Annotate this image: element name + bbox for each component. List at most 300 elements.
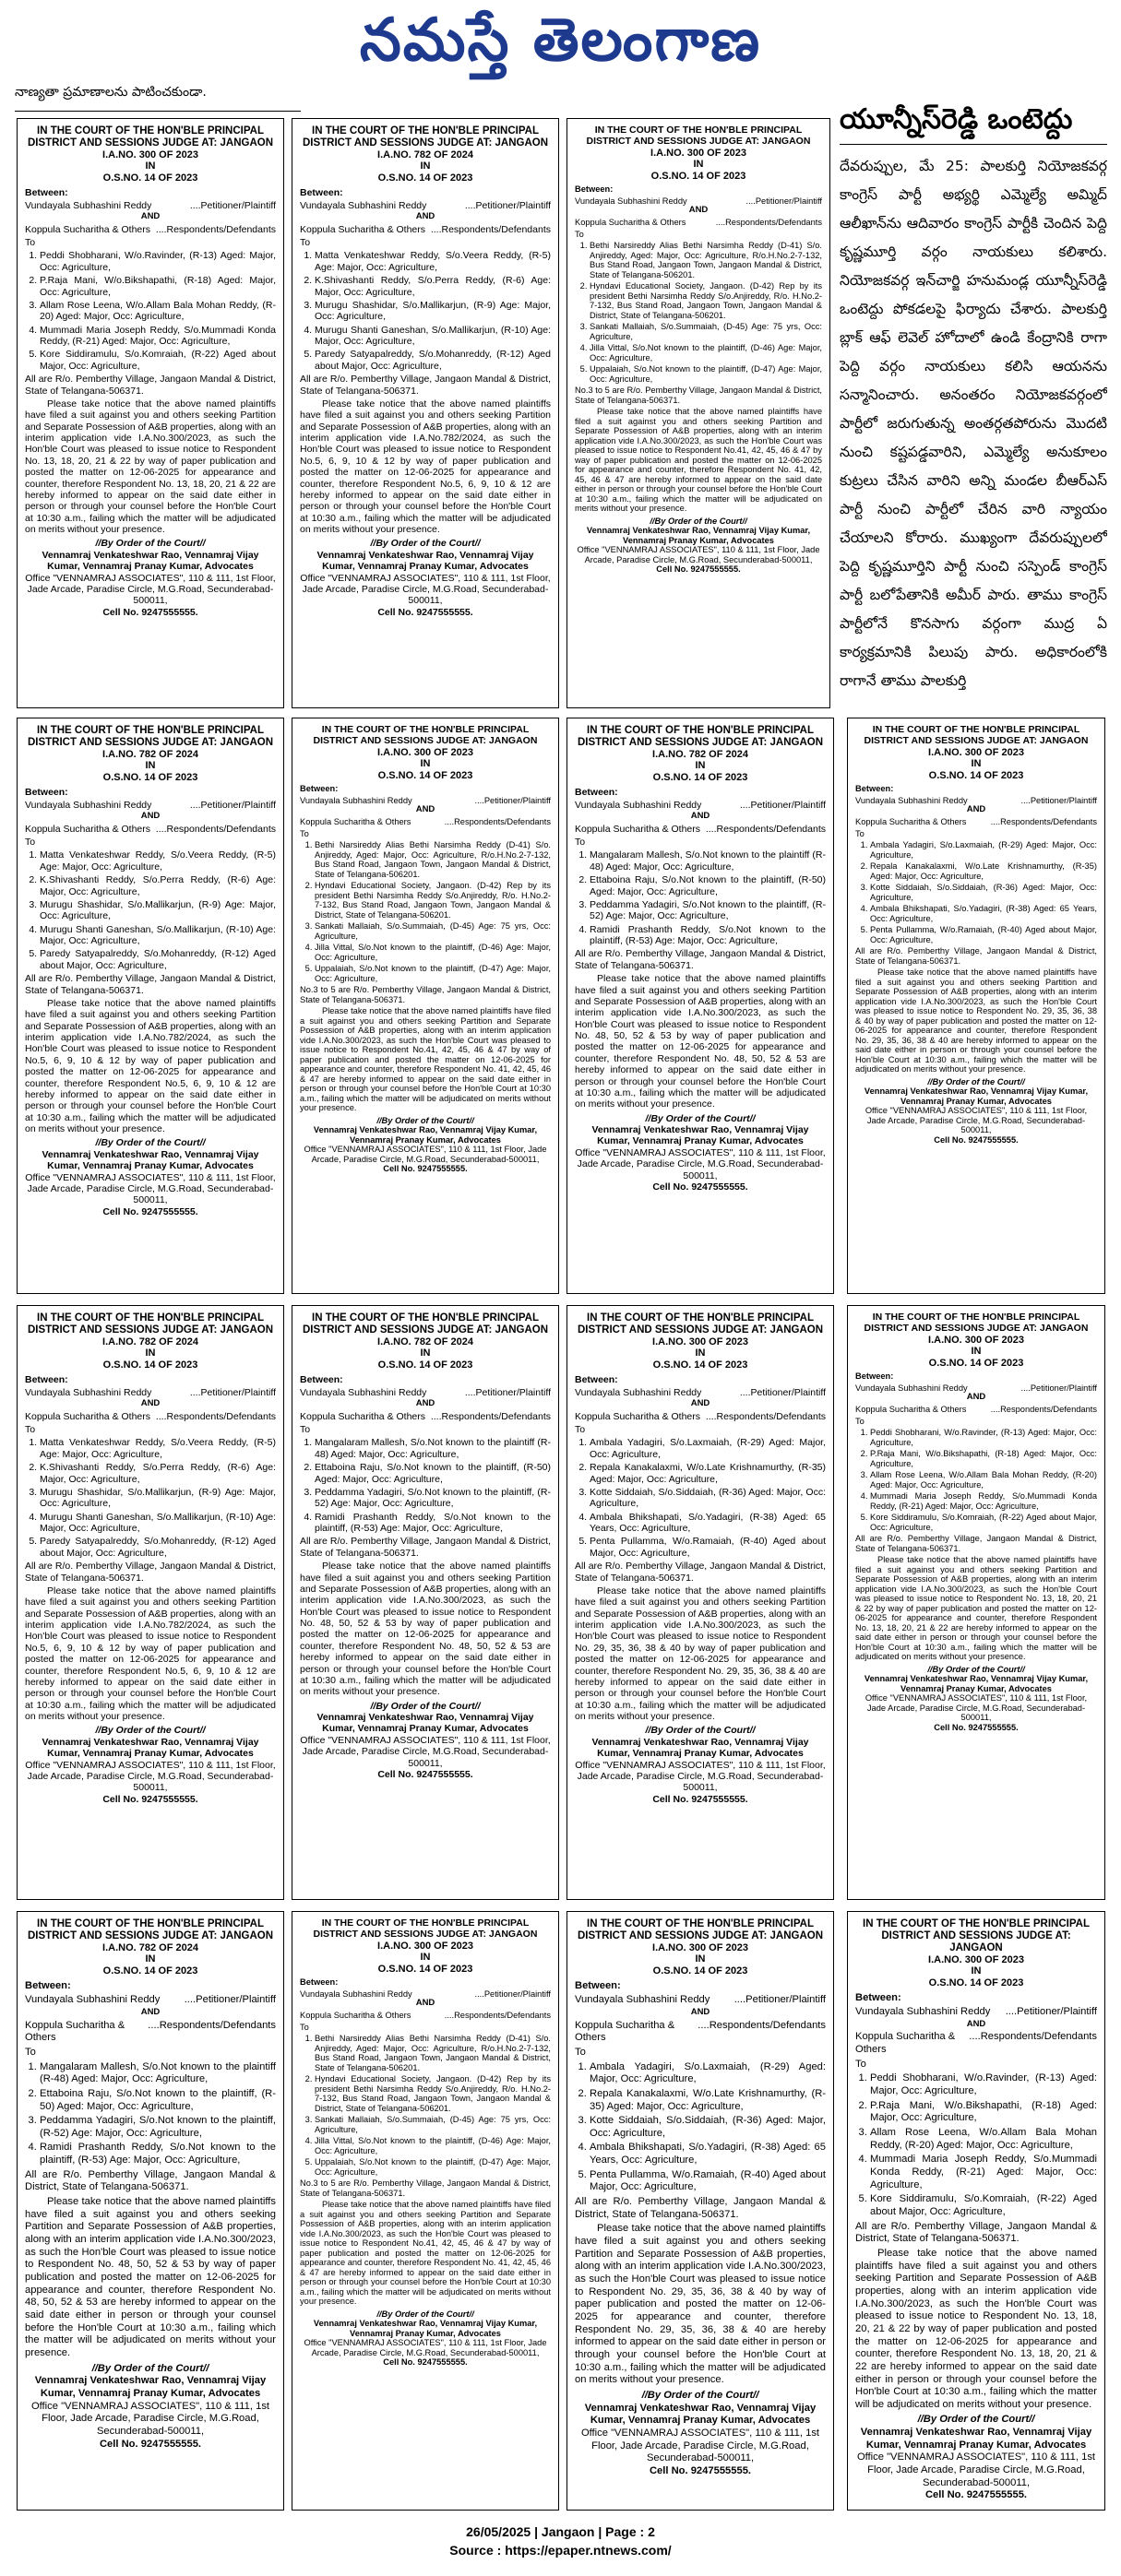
respondent-item: 5. Uppalaiah, S/o.Not known to the plaintiff, (D-47) Age: Major, Occ: Agriculture, — [315, 964, 551, 983]
notice-body: Please take notice that the above named plaintiffs have filed a suit against you and others seeking Partition and Separate Possession of A&B properties, along with an interim application vide I.A.No.300/2023, as such the Hon'ble Court was pleased to issue notice to Respondent No.41, 42, 45, 46 & 47 by way of paper publication and posted the matter on 12-06-2025 for appearance and counter, therefore Respondent No. 41, 42, 45, 46 & 47 are hereby informed to appear on the said date either in person or through your counsel before the Hon'ble Court at 10:30 a.m., failing which the matter will be adjudicated on merits without your presence. — [575, 407, 822, 514]
plaintiff-role: ....Petitioner/Plaintiff — [464, 1387, 551, 1399]
defendants-line — [300, 1411, 551, 1422]
respondent-item: 3. Sankati Mallaiah, S/o.Summaiah, (D-45) Age: 75 yrs, Occ: Agriculture, — [590, 322, 822, 341]
os-number: O.S.NO. 14 OF 2023 — [102, 172, 198, 184]
respondent-item: 2. P.Raja Mani, W/o.Bikshapathi, (R-18) Aged: Major, Occ: Agriculture, — [40, 275, 276, 298]
office-address: Office "VENNAMRAJ ASSOCIATES", 110 & 111, 1st Floor, Jade Arcade, Paradise Circle, M.G.Road, Secunderabad-500011, — [304, 2338, 547, 2357]
footer-date-line: 26/05/2025 | Jangaon | Page : 2 — [466, 2524, 655, 2539]
respondent-item: 2. Hyndavi Educational Society, Jangaon. (D-42) Rep by its president Bethi Narsimha Reddy S/o.Anjireddy, R/o. H.No.2-7-132, Bus Stand Road, Jangaon Town, Jangaon Mandal & District, State of Telangana-506201. — [590, 281, 822, 320]
masthead — [0, 0, 1121, 92]
plaintiff-name: Vundayala Subhashini Reddy — [855, 1383, 968, 1393]
between-label: Between: — [25, 786, 68, 798]
between-label: Between: — [855, 1371, 894, 1382]
respondent-item: 5. Paredy Satyapalreddy, S/o.Mohanreddy, (R-12) Aged about Major, Occ: Agriculture, — [40, 948, 276, 971]
respondent-item: 3. Murugu Shashidar, S/o.Mallikarjun, (R-9) Age: Major, Occ: Agriculture, — [315, 300, 551, 323]
in-label: IN — [693, 159, 704, 171]
respondent-list — [300, 2034, 551, 2177]
in-label: IN — [971, 1346, 982, 1358]
respondent-item: 1. Peddi Shobharani, W/o.Ravinder, (R-13) Aged: Major, Occ: Agriculture, — [870, 1428, 1097, 1447]
in-label: IN — [420, 160, 431, 172]
advocates-line: Vennamraj Venkateshwar Rao, Vennamraj Vijay Kumar, Vennamraj Pranay Kumar, Advocates — [313, 2319, 538, 2338]
court-order-line: //By Order of the Court// — [641, 2389, 759, 2401]
in-label: IN — [145, 160, 156, 172]
defendants-name: Koppula Sucharitha & Others — [575, 823, 700, 835]
court-heading: IN THE COURT OF THE HON'BLE PRINCIPAL DISTRICT AND SESSIONS JUDGE AT: JANGAON — [27, 125, 274, 148]
in-label: IN — [695, 760, 706, 772]
court-order-line: //By Order of the Court// — [917, 2414, 1035, 2426]
to-label: To — [25, 1424, 36, 1435]
defendants-name: Koppula Sucharitha & Others — [25, 1410, 150, 1422]
cell-number: Cell No. 9247555555. — [102, 1205, 198, 1217]
defendants-name: Koppula Sucharitha & Others — [575, 218, 686, 228]
respondent-list — [575, 849, 826, 946]
respondent-item: 3. Peddamma Yadagiri, S/o.Not known to the plaintiff, (R-52) Age: Major, Occ: Agriculture, — [315, 1487, 551, 1510]
os-number: O.S.NO. 14 OF 2023 — [650, 170, 746, 182]
to-label: To — [300, 2022, 309, 2032]
between-label: Between: — [575, 184, 614, 195]
respondent-item: 5. Kore Siddiramulu, S/o.Komraiah, (R-22) Aged about Major, Occ: Agriculture, — [870, 1513, 1097, 1532]
respondent-item: 2. Ettaboina Raju, S/o.Not known to the plaintiff, (R-50) Aged: Major, Occ: Agriculture, — [590, 874, 826, 897]
to-label: To — [25, 2046, 36, 2058]
court-order-line: //By Order of the Court// — [376, 1115, 474, 1125]
plaintiff-role: ....Petitioner/Plaintiff — [474, 1988, 551, 1999]
defendants-role: ....Respondents/Defendants — [698, 2019, 826, 2031]
defendants-role: ....Respondents/Defendants — [705, 823, 826, 835]
respondent-item: 4. Ramidi Prashanth Reddy, S/o.Not known to the plaintiff, (R-53) Age: Major, Occ: Agriculture, — [40, 2142, 276, 2166]
plaintiff-role: ....Petitioner/Plaintiff — [1005, 2006, 1097, 2018]
advocates-line: Vennamraj Venkateshwar Rao, Vennamraj Vijay Kumar, Vennamraj Pranay Kumar, Advocates — [864, 1086, 1089, 1106]
court-order-line: //By Order of the Court// — [91, 2362, 209, 2374]
respondent-item: 2. K.Shivashanti Reddy, S/o.Perra Reddy, (R-6) Age: Major, Occ: Agriculture, — [40, 874, 276, 897]
in-label: IN — [145, 1953, 156, 1965]
and-label: AND — [690, 1398, 710, 1409]
office-address: Office "VENNAMRAJ ASSOCIATES", 110 & 111, 1st Floor, Jade Arcade, Paradise Circle, M.G.Road, Secunderabad-500011, — [300, 1734, 551, 1769]
defendants-name: Koppula Sucharitha & Others — [855, 817, 967, 827]
legal-notice — [566, 1911, 834, 2511]
address-line: All are R/o. Pemberthy Village, Jangaon Mandal & District, State of Telangana-506371. — [300, 1536, 551, 1559]
address-line: All are R/o. Pemberthy Village, Jangaon Mandal & District, State of Telangana-506371. — [855, 946, 1097, 966]
legal-notice — [17, 1305, 284, 1900]
respondent-item: 5. Uppalaiah, S/o.Not known to the plaintiff, (D-47) Age: Major, Occ: Agriculture, — [315, 2157, 551, 2177]
court-heading: IN THE COURT OF THE HON'BLE PRINCIPAL DISTRICT AND SESSIONS JUDGE AT: JANGAON — [27, 1312, 274, 1335]
notice-body: Please take notice that the above named plaintiffs have filed a suit against you and others seeking Partition and Separate Possession of A&B properties, along with an interim application vide I.A.No.300/2023, as such the Hon'ble Court was pleased to issue notice to Respondent No.41, 42, 45, 46 & 47 by way of paper publication and posted the matter on 12-06-2025 for appearance and counter, therefore Respondent No. 41, 42, 45, 46 & 47 are hereby informed to appear on the said date either in person or through your counsel before the Hon'ble Court at 10:30 a.m., failing which the matter will be adjudicated on merits without your presence. — [300, 1006, 551, 1113]
to-label: To — [855, 2058, 866, 2070]
plaintiff-name: Vundayala Subhashini Reddy — [575, 196, 687, 206]
court-heading: IN THE COURT OF THE HON'BLE PRINCIPAL DISTRICT AND SESSIONS JUDGE AT: JANGAON — [864, 1312, 1089, 1334]
ia-number: I.A.NO. 300 OF 2023 — [652, 1335, 748, 1347]
plaintiff-role: ....Petitioner/Plaintiff — [733, 1994, 826, 2006]
plaintiff-name: Vundayala Subhashini Reddy — [575, 1387, 702, 1399]
address-line: All are R/o. Pemberthy Village, Jangaon Mandal & District, State of Telangana-506371. — [855, 2220, 1097, 2245]
os-number: O.S.NO. 14 OF 2023 — [102, 1359, 198, 1371]
to-label: To — [25, 237, 36, 248]
cell-number: Cell No. 9247555555. — [383, 1164, 468, 1174]
os-number: O.S.NO. 14 OF 2023 — [377, 1963, 473, 1975]
defendants-role: ....Respondents/Defendants — [444, 2011, 551, 2021]
ia-number: I.A.NO. 300 OF 2023 — [377, 1940, 473, 1952]
defendants-name: Koppula Sucharitha & Others — [855, 2031, 956, 2056]
address-line: No.3 to 5 are R/o. Pemberthy Village, Jangaon Mandal & District, State of Telangana-506371. — [300, 985, 551, 1004]
plaintiff-role: ....Petitioner/Plaintiff — [745, 196, 822, 206]
ia-number: I.A.NO. 300 OF 2023 — [928, 746, 1024, 758]
respondent-item: 2. Repala Kanakalaxmi, W/o.Late Krishnamurthy, (R-35) Aged: Major, Occ: Agriculture, — [590, 2088, 826, 2113]
and-label: AND — [966, 2018, 986, 2029]
respondent-item: 2. Hyndavi Educational Society, Jangaon. (D-42) Rep by its president Bethi Narsimha Reddy S/o.Anjireddy, R/o. H.No.2-7-132, Bus Stand Road, Jangaon Town, Jangaon Mandal & District, State of Telangana-506201. — [315, 881, 551, 920]
plaintiff-name: Vundayala Subhashini Reddy — [25, 800, 152, 812]
cell-number: Cell No. 9247555555. — [102, 606, 198, 618]
defendants-name: Koppula Sucharitha & Others — [25, 2019, 125, 2044]
defendants-role: ....Respondents/Defendants — [430, 1410, 551, 1422]
to-label: To — [575, 1424, 586, 1435]
respondent-item: 3. Peddamma Yadagiri, S/o.Not known to the plaintiff, (R-52) Age: Major, Occ: Agriculture, — [590, 899, 826, 922]
court-heading: IN THE COURT OF THE HON'BLE PRINCIPAL DISTRICT AND SESSIONS JUDGE AT: JANGAON — [577, 1918, 824, 1941]
and-label: AND — [688, 205, 709, 216]
in-label: IN — [695, 1953, 706, 1965]
and-label: AND — [966, 1392, 986, 1403]
to-label: To — [855, 1416, 865, 1426]
defendants-role: ....Respondents/Defendants — [990, 1405, 1097, 1415]
court-heading: IN THE COURT OF THE HON'BLE PRINCIPAL DISTRICT AND SESSIONS JUDGE AT: JANGAON — [302, 1312, 549, 1335]
court-heading: IN THE COURT OF THE HON'BLE PRINCIPAL DISTRICT AND SESSIONS JUDGE AT: JANGAON — [577, 725, 824, 748]
cell-number: Cell No. 9247555555. — [377, 606, 473, 618]
plaintiff-role: ....Petitioner/Plaintiff — [1020, 1383, 1097, 1393]
cell-number: Cell No. 9247555555. — [102, 1793, 198, 1805]
os-number: O.S.NO. 14 OF 2023 — [928, 769, 1024, 781]
os-number: O.S.NO. 14 OF 2023 — [377, 769, 473, 781]
plaintiff-name: Vundayala Subhashini Reddy — [855, 795, 968, 805]
respondent-item: 2. Ettaboina Raju, S/o.Not known to the plaintiff, (R-50) Aged: Major, Occ: Agriculture, — [315, 1462, 551, 1485]
cell-number: Cell No. 9247555555. — [649, 2464, 752, 2476]
plaintiff-line — [855, 2006, 1097, 2019]
cell-number: Cell No. 9247555555. — [924, 2489, 1028, 2501]
cell-number: Cell No. 9247555555. — [934, 1134, 1019, 1145]
respondent-item: 2. K.Shivashanti Reddy, S/o.Perra Reddy, (R-6) Age: Major, Occ: Agriculture, — [315, 275, 551, 298]
court-order-line: //By Order of the Court// — [376, 2309, 474, 2319]
cell-number: Cell No. 9247555555. — [934, 1722, 1019, 1732]
court-heading: IN THE COURT OF THE HON'BLE PRINCIPAL DISTRICT AND SESSIONS JUDGE AT: JANGAON — [577, 1312, 824, 1335]
respondent-item: 3. Sankati Mallaiah, S/o.Summaiah, (D-45) Age: 75 yrs, Occ: Agriculture, — [315, 921, 551, 941]
defendants-name: Koppula Sucharitha & Others — [300, 223, 425, 235]
notice-body: Please take notice that the above named plaintiffs have filed a suit against you and others seeking Partition and Separate Possession of A&B properties, along with an interim application vide I.A.No.300/2023, as such the Hon'ble Court was pleased to issue notice to Respondent No. 13, 18, 20, 21 & 22 by way of paper publication and posted the matter on 12-06-2025 for appearance and counter, therefore Respondent No. 13, 18, 20, 21 & 22 are hereby informed to appear on the said date either in person or through your counsel before the Hon'ble Court at 10:30 a.m., failing which the matter will be adjudicated on merits without your presence. — [855, 2247, 1097, 2410]
legal-notice — [17, 718, 284, 1294]
between-label: Between: — [300, 1977, 339, 1988]
and-label: AND — [140, 1398, 161, 1409]
advocates-line: Vennamraj Venkateshwar Rao, Vennamraj Vijay Kumar, Vennamraj Pranay Kumar, Advocates — [591, 1736, 809, 1760]
legal-notice — [292, 1911, 559, 2511]
plaintiff-role: ....Petitioner/Plaintiff — [739, 1387, 826, 1399]
defendants-line — [575, 218, 822, 228]
defendants-line — [25, 824, 276, 835]
court-order-line: //By Order of the Court// — [927, 1664, 1025, 1674]
ia-number: I.A.NO. 782 OF 2024 — [102, 1335, 198, 1347]
respondent-list — [855, 840, 1097, 944]
to-label: To — [300, 1424, 311, 1435]
office-address: Office "VENNAMRAJ ASSOCIATES", 110 & 111, 1st Floor, Jade Arcade, Paradise Circle, M.G.Road, Secunderabad-500011, — [25, 1759, 276, 1794]
respondent-item: 4. Mummadi Maria Joseph Reddy, S/o.Mummadi Konda Reddy, (R-21) Aged: Major, Occ: Agriculture, — [870, 2154, 1097, 2191]
ia-number: I.A.NO. 782 OF 2024 — [102, 1941, 198, 1953]
respondent-list — [855, 1428, 1097, 1532]
office-address: Office "VENNAMRAJ ASSOCIATES", 110 & 111, 1st Floor, Jade Arcade, Paradise Circle, M.G.Road, Secunderabad-500011, — [304, 1145, 547, 1164]
ia-number: I.A.NO. 782 OF 2024 — [377, 148, 473, 160]
os-number: O.S.NO. 14 OF 2023 — [928, 1357, 1024, 1369]
legal-notice — [566, 1305, 834, 1900]
defendants-line — [575, 824, 826, 835]
between-label: Between: — [25, 1979, 71, 1991]
respondent-item: 3. Kotte Siddaiah, S/o.Siddaiah, (R-36) Aged: Major, Occ: Agriculture, — [590, 2115, 826, 2140]
plaintiff-line — [25, 800, 276, 811]
respondent-item: 4. Jilla Vittal, S/o.Not known to the plaintiff, (D-46) Age: Major, Occ: Agriculture, — [315, 2136, 551, 2155]
notice-body: Please take notice that the above named plaintiffs have filed a suit against you and others seeking Partition and Separate Possession of A&B properties, along with an interim application vide I.A.No.300/2023, as such the Hon'ble Court was pleased to issue notice to Respondent No. 29, 35, 36, 38 & 40 by way of paper publication and posted the matter on 12-06-2025 for appearance and counter, therefore Respondent No. 29, 35, 36, 38 & 40 are hereby informed to appear on the said date either in person or through your counsel before the Hon'ble Court at 10:30 a.m., failing which the matter will be adjudicated on merits without your presence. — [575, 2223, 826, 2386]
plaintiff-line — [25, 1994, 276, 2007]
office-address: Office "VENNAMRAJ ASSOCIATES", 110 & 111, 1st Floor, Jade Arcade, Paradise Circle, M.G.Road, Secunderabad-500011, — [25, 572, 276, 607]
respondent-item: 3. Kotte Siddaiah, S/o.Siddaiah, (R-36) Aged: Major, Occ: Agriculture, — [590, 1487, 826, 1510]
court-heading: IN THE COURT OF THE HON'BLE PRINCIPAL DISTRICT AND SESSIONS JUDGE AT: JANGAON — [313, 1917, 538, 1940]
between-label: Between: — [855, 784, 894, 794]
notice-body: Please take notice that the above named plaintiffs have filed a suit against you and others seeking Partition and Separate Possession of A&B properties, along with an interim application vide I.A.No.782/2024, as such the Hon'ble Court was pleased to issue notice to Respondent No.5, 6, 9, 10 & 12 by way of paper publication and posted the matter on 12-06-2025 for appearance and counter, therefore Respondent No.5, 6, 9, 10 & 12 are hereby informed to appear on the said date either in person or through your counsel before the Hon'ble Court at 10:30 a.m., failing which the matter will be adjudicated on merits without your presence. — [300, 398, 552, 535]
defendants-line — [25, 2020, 276, 2045]
advocates-line: Vennamraj Venkateshwar Rao, Vennamraj Vijay Kumar, Vennamraj Pranay Kumar, Advocates — [584, 2402, 817, 2427]
address-line: All are R/o. Pemberthy Village, Jangaon Mandal & District, State of Telangana-506371. — [25, 374, 276, 397]
legal-notice — [17, 1911, 284, 2511]
respondent-item: 3. Murugu Shashidar, S/o.Mallikarjun, (R-9) Age: Major, Occ: Agriculture, — [40, 899, 276, 922]
ia-number: I.A.NO. 300 OF 2023 — [652, 1941, 748, 1953]
notice-body: Please take notice that the above named plaintiffs have filed a suit against you and others seeking Partition and Separate Possession of A&B properties, along with an interim application vide I.A.No.300/2023, as such the Hon'ble Court was pleased to issue notice to Respondent No. 29, 35, 36, 38 & 40 by way of paper publication and posted the matter on 12-06-2025 for appearance and counter, therefore Respondent No. 29, 35, 36, 38 & 40 are hereby informed to appear on the said date either in person or through your counsel before the Hon'ble Court at 10:30 a.m., failing which the matter will be adjudicated on merits without your presence. — [575, 1585, 827, 1722]
ia-number: I.A.NO. 300 OF 2023 — [928, 1334, 1024, 1346]
respondent-list — [575, 241, 822, 384]
respondent-item: 5. Penta Pullamma, W/o.Ramaiah, (R-40) Aged about Major, Occ: Agriculture, — [590, 1536, 826, 1559]
advocates-line: Vennamraj Venkateshwar Rao, Vennamraj Vijay Kumar, Vennamraj Pranay Kumar, Advocates — [313, 1125, 538, 1145]
defendants-line — [855, 817, 1097, 827]
and-label: AND — [966, 804, 986, 815]
court-order-line: //By Order of the Court// — [95, 1137, 206, 1149]
defendants-role: ....Respondents/Defendants — [430, 223, 551, 235]
in-label: IN — [695, 1347, 706, 1359]
newspaper-title: నమస్తే తెలంగాణ — [359, 6, 762, 75]
respondent-item: 1. Matta Venkateshwar Reddy, S/o.Veera Reddy, (R-5) Age: Major, Occ: Agriculture, — [40, 849, 276, 873]
address-line: All are R/o. Pemberthy Village, Jangaon Mandal & District, State of Telangana-506371. — [575, 948, 826, 971]
ia-number: I.A.NO. 782 OF 2024 — [652, 748, 748, 760]
to-label: To — [575, 2046, 586, 2058]
respondent-item: 3. Allam Rose Leena, W/o.Allam Bala Mohan Reddy, (R-20) Aged: Major, Occ: Agriculture, — [40, 300, 276, 323]
ia-number: I.A.NO. 300 OF 2023 — [377, 746, 473, 758]
notice-body: Please take notice that the above named plaintiffs have filed a suit against you and others seeking Partition and Separate Possession of A&B properties, along with an interim application vide I.A.No.300/2023, as such the Hon'ble Court was pleased to issue notice to Respondent No. 13, 18, 20, 21 & 22 by way of paper publication and posted the matter on 12-06-2025 for appearance and counter, therefore Respondent No. 13, 18, 20, 21 & 22 are hereby informed to appear on the said date either in person or through your counsel before the Hon'ble Court at 10:30 a.m., failing which the matter will be adjudicated on merits without your presence. — [25, 398, 277, 535]
os-number: O.S.NO. 14 OF 2023 — [377, 172, 473, 184]
cell-number: Cell No. 9247555555. — [652, 1181, 748, 1193]
plaintiff-name: Vundayala Subhashini Reddy — [575, 800, 702, 812]
court-heading: IN THE COURT OF THE HON'BLE PRINCIPAL DISTRICT AND SESSIONS JUDGE AT: JANGAON — [586, 125, 811, 147]
legal-notice — [292, 1305, 559, 1900]
defendants-line — [25, 1411, 276, 1422]
plaintiff-role: ....Petitioner/Plaintiff — [189, 800, 276, 812]
office-address: Office "VENNAMRAJ ASSOCIATES", 110 & 111, 1st Floor, Jade Arcade, Paradise Circle, M.G.Road, Secunderabad-500011, — [25, 1171, 276, 1206]
respondent-item: 5. Penta Pullamma, W/o.Ramaiah, (R-40) Aged about Major, Occ: Agriculture, — [590, 2169, 826, 2194]
to-label: To — [855, 828, 865, 838]
office-address: Office "VENNAMRAJ ASSOCIATES", 110 & 111, 1st Floor, Jade Arcade, Paradise Circle, M.G.Road, Secunderabad-500011, — [30, 2400, 270, 2437]
court-order-line: //By Order of the Court// — [645, 1112, 756, 1124]
legal-notice — [292, 718, 559, 1294]
advocates-line: Vennamraj Venkateshwar Rao, Vennamraj Vijay Kumar, Vennamraj Pranay Kumar, Advocates — [34, 2375, 267, 2399]
respondent-item: 2. K.Shivashanti Reddy, S/o.Perra Reddy, (R-6) Age: Major, Occ: Agriculture, — [40, 1462, 276, 1485]
plaintiff-line — [25, 1387, 276, 1398]
legal-notice — [847, 718, 1105, 1294]
plaintiff-role: ....Petitioner/Plaintiff — [474, 795, 551, 805]
defendants-line — [300, 224, 551, 235]
defendants-name: Koppula Sucharitha & Others — [300, 1410, 425, 1422]
defendants-role: ....Respondents/Defendants — [148, 2019, 276, 2031]
respondent-list — [25, 849, 276, 971]
and-label: AND — [415, 1998, 435, 2009]
respondent-item: 1. Peddi Shobharani, W/o.Ravinder, (R-13) Aged: Major, Occ: Agriculture, — [870, 2072, 1097, 2097]
cell-number: Cell No. 9247555555. — [383, 2357, 468, 2368]
os-number: O.S.NO. 14 OF 2023 — [102, 1965, 198, 1977]
address-line: No.3 to 5 are R/o. Pemberthy Village, Jangaon Mandal & District, State of Telangana-506371. — [575, 386, 822, 405]
and-label: AND — [140, 811, 161, 822]
plaintiff-name: Vundayala Subhashini Reddy — [25, 200, 152, 212]
advocates-line: Vennamraj Venkateshwar Rao, Vennamraj Vijay Kumar, Vennamraj Pranay Kumar, Advocates — [42, 549, 259, 573]
respondent-item: 2. Hyndavi Educational Society, Jangaon. (D-42) Rep by its president Bethi Narsimha Reddy S/o.Anjireddy, R/o. H.No.2-7-132, Bus Stand Road, Jangaon Town, Jangaon Mandal & District, State of Telangana-506201. — [315, 2074, 551, 2113]
in-label: IN — [971, 1965, 982, 1977]
defendants-name: Koppula Sucharitha & Others — [25, 823, 150, 835]
court-order-line: //By Order of the Court// — [650, 516, 747, 526]
advocates-line: Vennamraj Venkateshwar Rao, Vennamraj Vijay Kumar, Vennamraj Pranay Kumar, Advocates — [42, 1736, 259, 1760]
plaintiff-name: Vundayala Subhashini Reddy — [855, 2006, 991, 2018]
respondent-item: 4. Jilla Vittal, S/o.Not known to the plaintiff, (D-46) Age: Major, Occ: Agriculture, — [315, 943, 551, 962]
defendants-role: ....Respondents/Defendants — [444, 817, 551, 827]
respondent-item: 4. Jilla Vittal, S/o.Not known to the plaintiff, (D-46) Age: Major, Occ: Agriculture, — [590, 343, 822, 362]
respondent-item: 3. Allam Rose Leena, W/o.Allam Bala Mohan Reddy, (R-20) Aged: Major, Occ: Agriculture, — [870, 1470, 1097, 1490]
plaintiff-role: ....Petitioner/Plaintiff — [739, 800, 826, 812]
between-label: Between: — [855, 1991, 901, 2003]
respondent-item: 1. Ambala Yadagiri, S/o.Laxmaiah, (R-29) Aged: Major, Occ: Agriculture, — [590, 2061, 826, 2086]
defendants-role: ....Respondents/Defendants — [705, 1410, 826, 1422]
respondent-list — [25, 1437, 276, 1559]
legal-notice — [566, 118, 830, 708]
office-address: Office "VENNAMRAJ ASSOCIATES", 110 & 111, 1st Floor, Jade Arcade, Paradise Circle, M.G.Road, Secunderabad-500011, — [580, 2427, 820, 2464]
defendants-line — [575, 1411, 826, 1422]
court-order-line: //By Order of the Court// — [645, 1725, 756, 1737]
respondent-item: 4. Ambala Bhikshapati, S/o.Yadagiri, (R-38) Aged: 65 Years, Occ: Agriculture, — [590, 1512, 826, 1535]
respondent-item: 1. Matta Venkateshwar Reddy, S/o.Veera Reddy, (R-5) Age: Major, Occ: Agriculture, — [40, 1437, 276, 1460]
advocates-line: Vennamraj Venkateshwar Rao, Vennamraj Vijay Kumar, Vennamraj Pranay Kumar, Advocates — [591, 1124, 809, 1147]
and-label: AND — [690, 2006, 710, 2017]
defendants-line — [300, 2011, 551, 2021]
defendants-line — [25, 224, 276, 235]
plaintiff-line — [25, 200, 276, 211]
in-label: IN — [420, 1347, 431, 1359]
plaintiff-role: ....Petitioner/Plaintiff — [189, 200, 276, 212]
respondent-item: 2. P.Raja Mani, W/o.Bikshapathi, (R-18) Aged: Major, Occ: Agriculture, — [870, 2100, 1097, 2125]
notice-body: Please take notice that the above named plaintiffs have filed a suit against you and others seeking Partition and Separate Possession of A&B properties, along with an interim application vide I.A.No.782/2024, as such the Hon'ble Court was pleased to issue notice to Respondent No.5, 6, 9, 10 & 12 by way of paper publication and posted the matter on 12-06-2025 for appearance and counter, therefore Respondent No.5, 6, 9, 10 & 12 are hereby informed to appear on the said date either in person or through your counsel before the Hon'ble Court at 10:30 a.m., failing which the matter will be adjudicated on merits without your presence. — [25, 1585, 277, 1722]
legal-notice — [292, 118, 559, 708]
notice-body: Please take notice that the above named plaintiffs have filed a suit against you and others seeking Partition and Separate Possession of A&B properties, along with an interim application vide I.A.No.782/2024, as such the Hon'ble Court was pleased to issue notice to Respondent No.5, 6, 9, 10 & 12 by way of paper publication and posted the matter on 12-06-2025 for appearance and counter, therefore Respondent No.5, 6, 9, 10 & 12 are hereby informed to appear on the said date either in person or through your counsel before the Hon'ble Court at 10:30 a.m., failing which the matter will be adjudicated on merits without your presence. — [25, 997, 277, 1134]
between-label: Between: — [575, 786, 618, 798]
respondent-item: 4. Ramidi Prashanth Reddy, S/o.Not known to the plaintiff, (R-53) Age: Major, Occ: Agriculture, — [315, 1512, 551, 1535]
ia-number: I.A.NO. 300 OF 2023 — [928, 1953, 1024, 1965]
cell-number: Cell No. 9247555555. — [652, 1793, 748, 1805]
court-heading: IN THE COURT OF THE HON'BLE PRINCIPAL DISTRICT AND SESSIONS JUDGE AT: JANGAON — [863, 1918, 1090, 1953]
respondent-item: 4. Ramidi Prashanth Reddy, S/o.Not known to the plaintiff, (R-53) Age: Major, Occ: Agriculture, — [590, 924, 826, 947]
respondent-item: 5. Paredy Satyapalreddy, S/o.Mohanreddy, (R-12) Aged about Major, Occ: Agriculture, — [40, 1536, 276, 1559]
office-address: Office "VENNAMRAJ ASSOCIATES", 110 & 111, 1st Floor, Jade Arcade, Paradise Circle, M.G.Road, Secunderabad-500011, — [856, 2451, 1096, 2488]
between-label: Between: — [300, 186, 343, 198]
court-heading: IN THE COURT OF THE HON'BLE PRINCIPAL DISTRICT AND SESSIONS JUDGE AT: JANGAON — [302, 125, 549, 148]
continued-text: నాణ్యతా ప్రమాణాలను పాటించకుండా. — [15, 85, 301, 112]
address-line: All are R/o. Pemberthy Village, Jangaon Mandal & District, State of Telangana-506371. — [855, 1534, 1097, 1553]
between-label: Between: — [25, 186, 68, 198]
office-address: Office "VENNAMRAJ ASSOCIATES", 110 & 111, 1st Floor, Jade Arcade, Paradise Circle, M.G.Road, Secunderabad-500011, — [577, 545, 820, 564]
defendants-role: ....Respondents/Defendants — [969, 2031, 1097, 2043]
os-number: O.S.NO. 14 OF 2023 — [928, 1977, 1024, 1988]
and-label: AND — [415, 804, 435, 815]
news-body: దేవరుప్పుల, మే 25: పాలకుర్తి నియోజకవర్గ కాంగ్రెస్ పార్టీ అభ్యర్థి ఎమ్మెల్యే అమ్మిద్ ఆలీఖాన్‌ను ఆదివారం కాంగ్రెస్ పార్టీకి చెందిన పెద్ది కృష్ణమూర్తి వర్గం నాయకులు కలిశారు. నియోజకవర్గ ఇన్‌చార్జి హనుమండ్ల యూన్నీస్‌రెడ్డి ఒంటెద్దు పోకడలపై ఫిర్యాదు చేశారు. పాలకుర్తి బ్లాక్ ఆఫ్ లెవెల్ హోదాలో ఉండి కేంద్రానికి రాగా పెద్ది వర్గం నాయకులు కలిసి ఆయనను సన్మానించారు. అనంతరం నియోజకవర్గంలో పార్టీలో జరుగుతున్న అంతర్గతపోరును మొదటి నుంచి కష్టపడ్డవారిని, ఎమ్మెల్యే అనుకూలం కుట్రలు చేసిన వారిని అన్ని మండల బీఆర్ఎస్ పార్టీ నుంచి పార్టీలో చేరిన వారి న్యాయం చేయాలని కోరారు. ముఖ్యంగా దేవరుప్పులలో పెద్ది కృష్ణమూర్తిని పార్టీ నుంచి సస్పెండ్ కాంగ్రెస్ పార్టీ బలోపేతానికి అమీర్ పారు. తాము కాంగ్రెస్ పార్టీలోనే కొనసాగు వర్గంగా ముద్ర ఏ కార్యక్రమానికి పిలుపు పారు. అధికారంలోకి రాగానే తాము పాలకుర్తి — [840, 158, 1107, 689]
cell-number: Cell No. 9247555555. — [656, 564, 741, 575]
respondent-list — [300, 250, 551, 372]
defendants-role: ....Respondents/Defendants — [155, 223, 276, 235]
respondent-item: 5. Paredy Satyapalreddy, S/o.Mohanreddy, (R-12) Aged about Major, Occ: Agriculture, — [315, 349, 551, 372]
and-label: AND — [415, 1398, 435, 1409]
plaintiff-role: ....Petitioner/Plaintiff — [464, 200, 551, 212]
and-label: AND — [415, 211, 435, 222]
news-headline: యూన్నీస్‌రెడ్డి ఒంటెద్దు — [840, 101, 1107, 145]
plaintiff-name: Vundayala Subhashini Reddy — [25, 1994, 161, 2006]
plaintiff-name: Vundayala Subhashini Reddy — [25, 1387, 152, 1399]
legal-notice — [566, 718, 834, 1294]
respondent-list — [575, 2061, 826, 2195]
respondent-list — [575, 1437, 826, 1559]
to-label: To — [575, 229, 584, 239]
respondent-item: 4. Ambala Bhikshapati, S/o.Yadagiri, (R-38) Aged: 65 Years, Occ: Agriculture, — [590, 2142, 826, 2166]
ia-number: I.A.NO. 300 OF 2023 — [102, 148, 198, 160]
and-label: AND — [140, 211, 161, 222]
respondent-item: 1. Mangalaram Mallesh, S/o.Not known to the plaintiff (R-48) Aged: Major, Occ: Agriculture, — [590, 849, 826, 873]
respondent-list — [25, 2061, 276, 2167]
address-line: All are R/o. Pemberthy Village, Jangaon Mandal & District, State of Telangana-506371. — [25, 973, 276, 996]
page-footer — [0, 2523, 1121, 2559]
address-line: All are R/o. Pemberthy Village, Jangaon Mandal & District, State of Telangana-506371. — [575, 2196, 826, 2220]
address-line: All are R/o. Pemberthy Village, Jangaon Mandal & District, State of Telangana-506371. — [25, 1561, 276, 1584]
office-address: Office "VENNAMRAJ ASSOCIATES", 110 & 111, 1st Floor, Jade Arcade, Paradise Circle, M.G.Road, Secunderabad-500011, — [575, 1146, 826, 1181]
respondent-item: 2. P.Raja Mani, W/o.Bikshapathi, (R-18) Aged: Major, Occ: Agriculture, — [870, 1449, 1097, 1468]
advocates-line: Vennamraj Venkateshwar Rao, Vennamraj Vijay Kumar, Vennamraj Pranay Kumar, Advocates — [316, 1712, 534, 1735]
to-label: To — [25, 837, 36, 848]
respondent-item: 2. Ettaboina Raju, S/o.Not known to the plaintiff, (R-50) Aged: Major, Occ: Agriculture, — [40, 2088, 276, 2113]
advocates-line: Vennamraj Venkateshwar Rao, Vennamraj Vijay Kumar, Vennamraj Pranay Kumar, Advocates — [864, 1674, 1089, 1693]
respondent-list — [300, 840, 551, 983]
between-label: Between: — [300, 784, 339, 794]
respondent-item: 1. Ambala Yadagiri, S/o.Laxmaiah, (R-29) Aged: Major, Occ: Agriculture, — [870, 840, 1097, 860]
respondent-item: 5. Kore Siddiramulu, S/o.Komraiah, (R-22) Aged about Major, Occ: Agriculture, — [40, 349, 276, 372]
ia-number: I.A.NO. 782 OF 2024 — [377, 1335, 473, 1347]
ia-number: I.A.NO. 782 OF 2024 — [102, 748, 198, 760]
respondent-item: 1. Bethi Narsireddy Alias Bethi Narsimha Reddy (D-41) S/o. Anjireddy, Aged: Major, Occ: Agriculture, R/o.H.No.2-7-132, Bus Stand Road, Jangaon Town, Jangaon Mandal & District, State of Telangana-506201. — [590, 241, 822, 279]
defendants-name: Koppula Sucharitha & Others — [855, 1405, 967, 1415]
defendants-role: ....Respondents/Defendants — [155, 823, 276, 835]
office-address: Office "VENNAMRAJ ASSOCIATES", 110 & 111, 1st Floor, Jade Arcade, Paradise Circle, M.G.Road, Secunderabad-500011, — [865, 1106, 1088, 1135]
legal-notice — [17, 118, 284, 708]
address-line: All are R/o. Pemberthy Village, Jangaon Mandal & District, State of Telangana-506371. — [300, 374, 551, 397]
defendants-name: Koppula Sucharitha & Others — [300, 817, 411, 827]
os-number: O.S.NO. 14 OF 2023 — [652, 1965, 748, 1977]
respondent-item: 5. Penta Pullamma, W/o.Ramaiah, (R-40) Aged about Major, Occ: Agriculture, — [870, 925, 1097, 944]
news-article — [840, 101, 1107, 710]
ia-number: I.A.NO. 300 OF 2023 — [650, 147, 746, 159]
court-order-line: //By Order of the Court// — [927, 1076, 1025, 1086]
os-number: O.S.NO. 14 OF 2023 — [377, 1359, 473, 1371]
address-line: All are R/o. Pemberthy Village, Jangaon Mandal & District, State of Telangana-506371. — [25, 2168, 276, 2193]
notice-body: Please take notice that the above named plaintiffs have filed a suit against you and others seeking Partition and Separate Possession of A&B properties, along with an interim application vide I.A.No.300/2023, as such the Hon'ble Court was pleased to issue notice to Respondent No. 48, 50, 52 & 53 by way of paper publication and posted the matter on 12-06-2025 for appearance and counter, therefore Respondent No. 48, 50, 52 & 53 are hereby informed to appear on the said date either in person or through your counsel before the Hon'ble Court at 10:30 a.m., failing which the matter will be adjudicated on merits without your presence. — [575, 973, 827, 1110]
respondent-item: 4. Murugu Shanti Ganeshan, S/o.Mallikarjun, (R-10) Age: Major, Occ: Agriculture, — [40, 1512, 276, 1535]
notice-body: Please take notice that the above named plaintiffs have filed a suit against you and others seeking Partition and Separate Possession of A&B properties, along with an interim application vide I.A.No.300/2023, as such the Hon'ble Court was pleased to issue notice to Respondent No. 29, 35, 36, 38 & 40 by way of paper publication and posted the matter on 12-06-2025 for appearance and counter, therefore Respondent No. 29, 35, 36, 38 & 40 are hereby informed to appear on the said date either in person or through your counsel before the Hon'ble Court at 10:30 a.m., failing which the matter will be adjudicated on merits without your presence. — [855, 967, 1097, 1074]
